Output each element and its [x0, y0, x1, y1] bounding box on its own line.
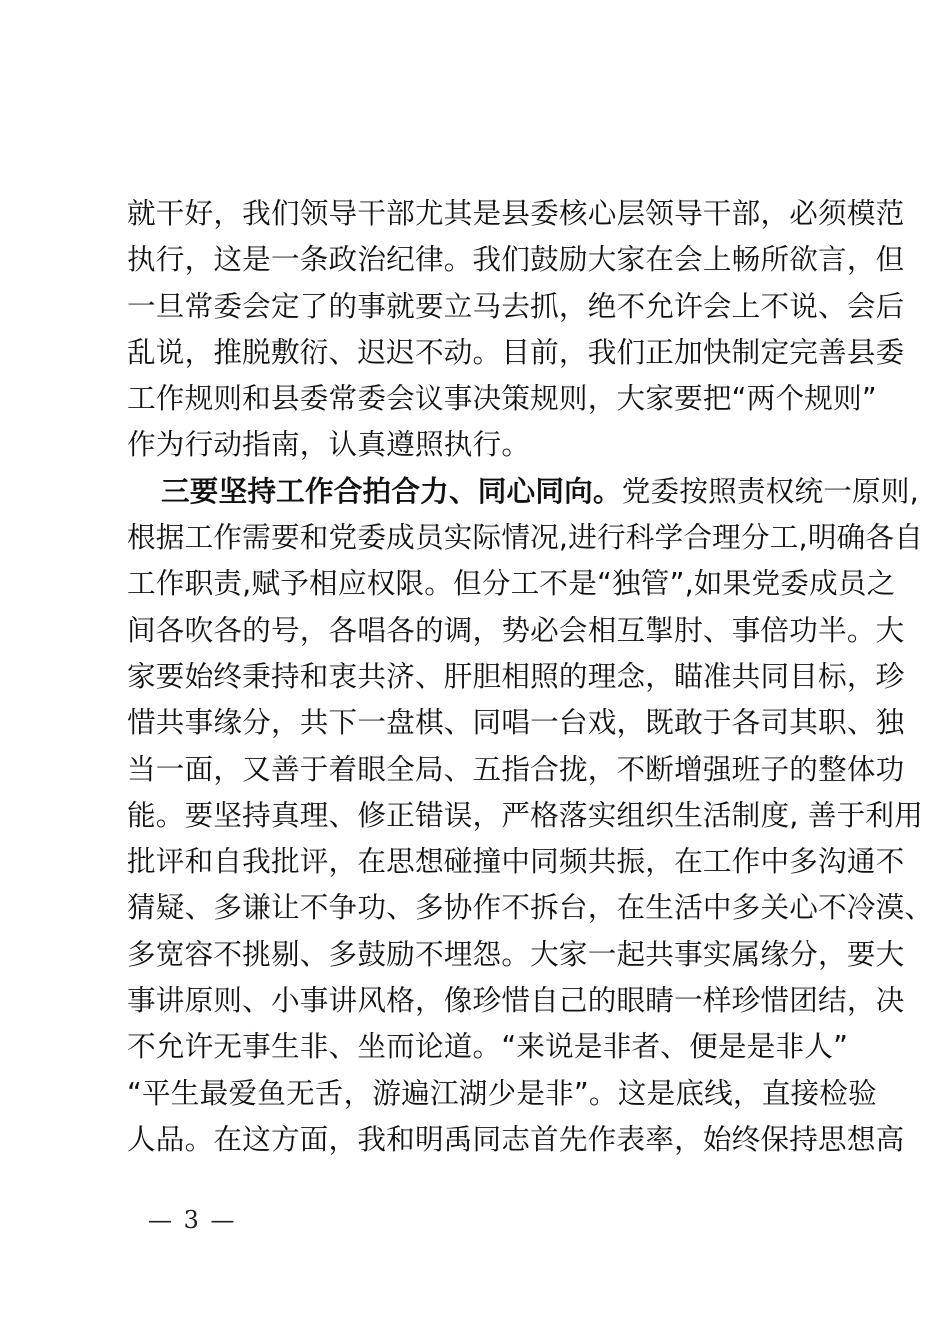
text-line: 乱说，推脱敷衍、迟迟不动。目前，我们正加快制定完善县委 — [127, 334, 905, 369]
body-text — [127, 190, 934, 1162]
text-line: 猜疑、多谦让不争功、多协作不拆台，在生活中多关心不冷漠、 — [127, 890, 934, 925]
text-line: 工作职责,赋予相应权限。但分工不是“独管”,如果党委成员之 — [127, 566, 896, 601]
text-line: 家要始终秉持和衷共济、肝胆相照的理念，瞄准共同目标，珍 — [127, 658, 905, 693]
text-line: “平生最爱鱼无舌，游遍江湖少是非”。这是底线，直接检验 — [127, 1075, 877, 1110]
text-line: 执行，这是一条政治纪律。我们鼓励大家在会上畅所欲言，但 — [127, 242, 905, 277]
text-line: 能。要坚持真理、修正错误，严格落实组织生活制度, 善于利用 — [127, 797, 924, 832]
text-line: 当一面，又善于着眼全局、五指合拢，不断增强班子的整体功 — [127, 751, 905, 786]
section-first-line — [127, 468, 919, 514]
section-heading: 三要坚持工作合拍合力、同心同向。 — [161, 473, 622, 508]
text-line: 作为行动指南，认真遵照执行。 — [127, 427, 531, 462]
section-first-line-rest: 党委按照责权统一原则, — [621, 473, 919, 508]
text-line: 不允许无事生非、坐而论道。“来说是非者、便是是非人” — [127, 1029, 849, 1064]
page-number: — 3 — — [148, 1206, 237, 1234]
text-line: 就干好，我们领导干部尤其是县委核心层领导干部，必须模范 — [127, 196, 905, 230]
text-line: 惜共事缘分，共下一盘棋、同唱一台戏，既敢于各司其职、独 — [127, 705, 905, 740]
text-line: 批评和自我批评，在思想碰撞中同频共振，在工作中多沟通不 — [127, 844, 905, 879]
text-line: 工作规则和县委常委会议事决策规则，大家要把“两个规则” — [127, 381, 877, 416]
text-line: 事讲原则、小事讲风格，像珍惜自己的眼睛一样珍惜团结，决 — [127, 983, 905, 1018]
text-line: 根据工作需要和党委成员实际情况,进行科学合理分工,明确各自 — [127, 520, 924, 555]
text-line: 人品。在这方面，我和明禹同志首先作表率，始终保持思想高 — [127, 1121, 905, 1156]
text-line: 一旦常委会定了的事就要立马去抓，绝不允许会上不说、会后 — [127, 288, 905, 323]
text-line: 多宽容不挑剔、多鼓励不埋怨。大家一起共事实属缘分，要大 — [127, 936, 905, 971]
text-line: 间各吹各的号，各唱各的调，势必会相互掣肘、事倍功半。大 — [127, 612, 905, 647]
